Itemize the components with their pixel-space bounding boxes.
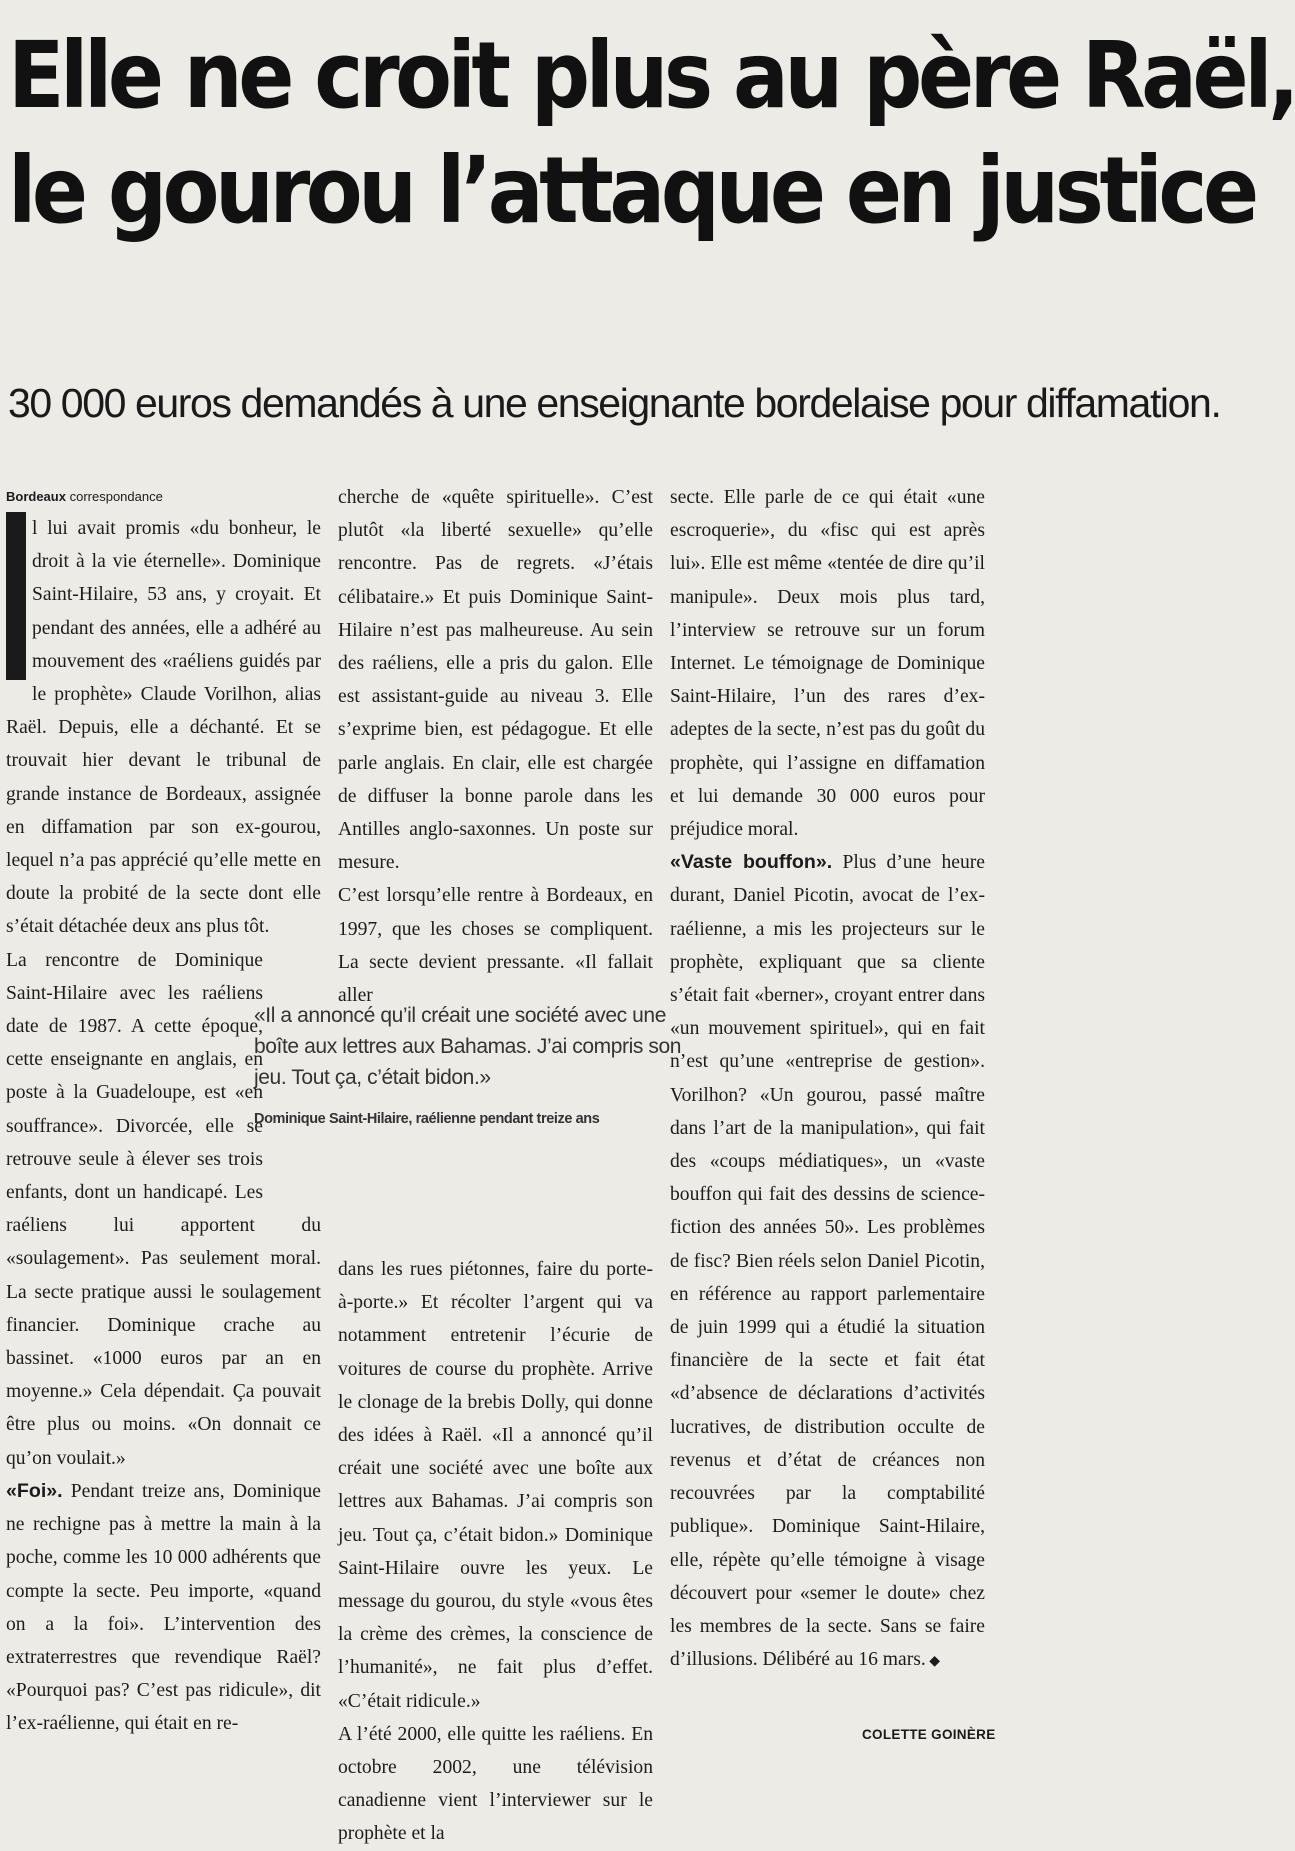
subheadline: 30 000 euros demandés à une enseignante bordelaise pour diffamation. [8, 380, 1221, 426]
paragraph: A l’été 2000, elle quitte les raéliens. En octobre 2002, une télévision canadienne vient l’interviewer sur le prophète et la [338, 1723, 653, 1845]
column-3 [670, 481, 985, 1678]
paragraph [6, 1475, 321, 1741]
pull-quote-attribution [254, 1109, 684, 1129]
end-of-article-diamond-icon: ◆ [925, 1654, 941, 1670]
section-kicker-foi: «Foi». [6, 1479, 63, 1502]
lead-text: l lui avait promis «du bonheur, le droit à la vie éternelle». Dominique Saint-Hilaire, 53 ans, y croyait. Et pendant des années, elle a adhéré au mouvement des «raéliens guidés par le prophète» Claude Vorilhon, alias Raël. Depuis, elle a déchanté. Et se trouvait hier devant le tribunal de grande instance de Bordeaux, assignée en diffamation par son ex-gourou, lequel n’a pas apprécié qu’elle mette en doute la probité de la secte dont elle s’était détachée deux ans plus tôt. [6, 518, 321, 938]
dateline [6, 488, 321, 506]
paragraph [670, 846, 985, 1678]
paragraph: cherche de «quête spirituelle». C’est plutôt «la liberté sexuelle» qu’elle rencontre. Pas de regrets. «J’étais célibataire.» Et puis Dominique Saint-Hilaire n’est pas malheureuse. Au sein des raéliens, elle a pris du galon. Elle est assistant-guide au niveau 3. Elle s’exprime bien, est pédagogue. Et elle parle anglais. En clair, elle est chargée de diffuser la bonne parole dans les Antilles anglo-saxonnes. Un poste sur mesure. [338, 487, 653, 874]
pull-quote-author: Dominique Saint-Hilaire [254, 1111, 409, 1127]
paragraph-text: La rencontre de Dominique Saint-Hilaire avec les raéliens date de 1987. A cette époque, cette enseignante en anglais, en poste à la Guadeloupe, est «en souffrance». Divorcée, elle se retrouve seule à élever ses trois enfants, dont un handicapé. Les raéliens lui apportent du «soulagement». Pas seulement moral. La secte pratique aussi le soulagement financier. Dominique crache au bassinet. «1000 euros par an en moyenne.» Cela dépendait. Ça pouvait être plus ou moins. «On donnait ce qu’on voulait.» [6, 949, 321, 1469]
pull-quote-text: «Il a annoncé qu’il créait une société avec une boîte aux lettres aux Bahamas. J’ai compris son jeu. Tout ça, c’était bidon.» [254, 1004, 682, 1089]
dateline-label: correspondance [69, 489, 163, 504]
headline-line-2: le gourou l’attaque en justice [8, 137, 1255, 244]
byline-signature: COLETTE GOINÈRE [862, 1727, 996, 1742]
paragraph-text: Pendant treize ans, Dominique ne rechigne pas à mettre la main à la poche, comme les 10 000 adhérents que compte la secte. Peu importe, «quand on a la foi». L’intervention des extraterrestres que revendique Raël? «Pourquoi pas? C’est pas ridicule», dit l’ex-raélienne, qui était en re- [6, 1480, 321, 1735]
pull-quote-author-role: , raélienne pendant treize ans [408, 1111, 600, 1127]
paragraph: dans les rues piétonnes, faire du porte-à-porte.» Et récolter l’argent qui va notamment entretenir l’écurie de voitures de course du prophète. Arrive le clonage de la brebis Dolly, qui donne des idées à Raël. «Il a annoncé qu’il créait une société avec une boîte aux lettres aux Bahamas. J’ai compris son jeu. Tout ça, c’était bidon.» Dominique Saint-Hilaire ouvre les yeux. Le message du gourou, du style «vous êtes la crème des crèmes, la conscience de l’humanité», ne fait plus d’effet. «C’était ridicule.» [338, 1259, 653, 1712]
dateline-place: Bordeaux [6, 489, 66, 504]
paragraph-text: Plus d’une heure durant, Daniel Picotin, avocat de l’ex-raélienne, a mis les projecteurs sur le prophète, expliquant que sa cliente s’était fait «berner», croyant entrer dans «un mouvement spirituel», qui en fait n’est qu’une «entreprise de gestion». Vorilhon? «Un gourou, passé maître dans l’art de la manipulation», qui fait des «coups médiatiques», un «vaste bouffon qui fait des dessins de science-fiction des années 50». Les problèmes de fisc? Bien réels selon Daniel Picotin, en référence au rapport parlementaire de juin 1999 qui a étudié la situation financière de la secte et fait état «d’absence de déclarations d’activités lucratives, de distribution occulte de revenus et d’état de créances non recouvrées par la comptabilité publique». Dominique Saint-Hilaire, elle, répète qu’elle témoigne à visage découvert pour «semer le doute» chez les membres de la secte. Sans se faire d’illusions. Délibéré au 16 mars. [670, 852, 985, 1671]
paragraph: C’est lorsqu’elle rentre à Bordeaux, en 1997, que les choses se compliquent. La secte devient pressante. «Il fallait aller [338, 885, 653, 1007]
column-2-top [338, 481, 653, 1012]
headline-line-1: Elle ne croit plus au père Raël, [8, 22, 1295, 129]
section-kicker-vaste-bouffon: «Vaste bouffon». [670, 851, 833, 874]
pull-quote [254, 1000, 684, 1129]
drop-cap [6, 512, 26, 680]
column-2-bottom [338, 1253, 653, 1851]
paragraph: secte. Elle parle de ce qui était «une escroquerie», du «fisc qui est après lui». Elle est même «tentée de dire qu’il manipule». Deux mois plus tard, l’interview se retrouve sur un forum Internet. Le témoignage de Dominique Saint-Hilaire, l’un des rares d’ex-adeptes de la secte, n’est pas du goût du prophète, qui l’assigne en diffamation et lui demande 30 000 euros pour préjudice moral. [670, 487, 985, 841]
lead-paragraph [6, 512, 321, 944]
headline [8, 18, 1295, 248]
